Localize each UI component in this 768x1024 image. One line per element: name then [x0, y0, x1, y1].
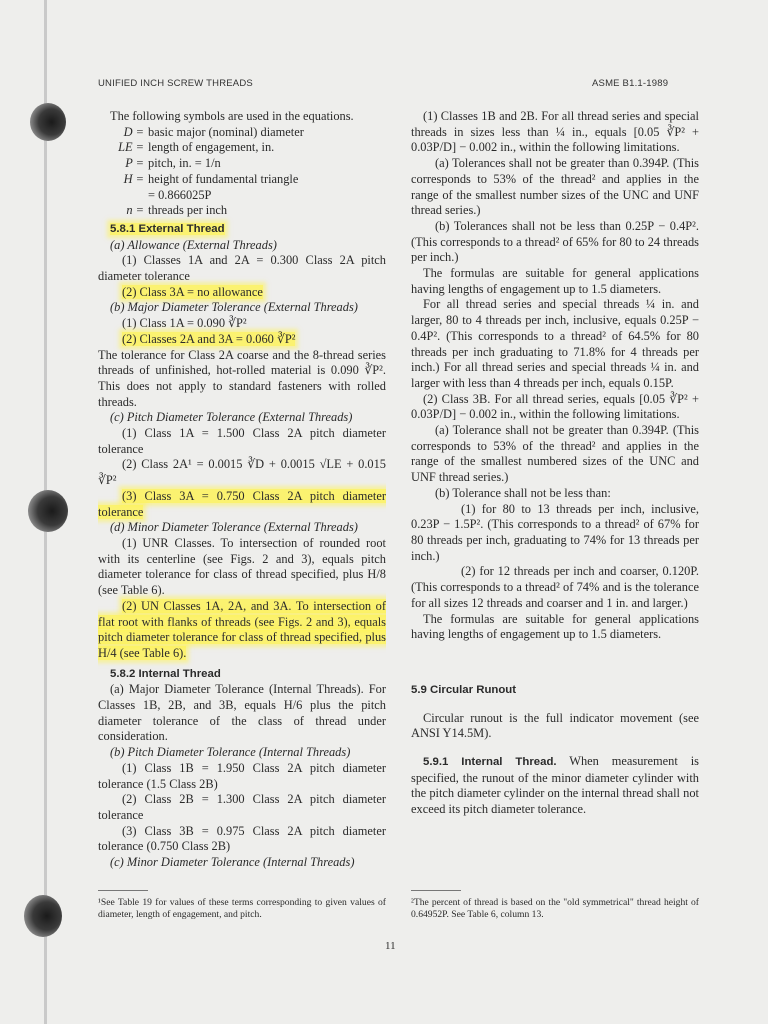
minor-diameter-item-2: (2) UN Classes 1A, 2A, and 3A. To intersection of flat root with flanks of threads (see Figs. 2 and 3), equals pitch diameter tolerance for class of thread specified, plus H/4 (see Table 6). — [98, 598, 386, 660]
running-header-left: UNIFIED INCH SCREW THREADS — [98, 78, 253, 89]
pitch-diameter-title: (c) Pitch Diameter Tolerance (External Threads) — [110, 410, 353, 425]
minor-diameter-item-1: (1) UNR Classes. To intersection of rounded root with its centerline (see Figs. 2 and 3), equals pitch diameter tolerance for class of thread specified, plus H/8 (see Table 6). — [98, 535, 386, 598]
internal-pitch-item-2: (2) Class 2B = 1.300 Class 2A pitch diameter tolerance — [98, 792, 386, 822]
footnote-rule-right — [411, 890, 461, 891]
rc-paragraph-2: The formulas are suitable for general applications having lengths of engagement up to 1.5 diameters. — [411, 266, 699, 296]
section-heading-5-8-1: 5.8.1 External Thread — [110, 222, 225, 235]
footnote-right: ²The percent of thread is based on the "old symmetrical" thread height of 0.64952P. See Table 6, column 13. — [411, 897, 699, 920]
left-column — [98, 109, 386, 871]
symbol-list: D = basic major (nominal) diameter LE = length of engagement, in. P = pitch, in. = 1/n H = height of fundamental triangle = 0.866025P n = threads per inch — [118, 124, 304, 218]
rc-paragraph-7: When measurement is specified, the runout of the minor diameter cylinder with the pitch diameter cylinder on the internal thread shall not exceed its pitch diameter tolerance. — [411, 754, 699, 817]
rc-paragraph-4b2: (2) for 12 threads per inch and coarser, 0.120P. (This corresponds to a thread² of 74% and is the tolerance for all sizes 12 threads and coarser and 1 in. and larger.) — [411, 564, 699, 610]
footnote-rule-left — [98, 890, 148, 891]
punch-hole-bottom — [24, 895, 62, 937]
pitch-diameter-item-1: (1) Class 1A = 1.500 Class 2A pitch diameter tolerance — [98, 426, 386, 456]
internal-major-diameter: (a) Major Diameter Tolerance (Internal Threads). For Classes 1B, 2B, and 3B, equals H/6 plus the pitch diameter tolerance of the class of thread under consideration. — [98, 682, 386, 744]
pitch-diameter-item-3: (3) Class 3A = 0.750 Class 2A pitch diameter tolerance — [98, 488, 386, 519]
allowance-title: (a) Allowance (External Threads) — [110, 237, 277, 252]
internal-pitch-item-3: (3) Class 3B = 0.975 Class 2A pitch diameter tolerance (0.750 Class 2B) — [98, 823, 386, 854]
major-diameter-title: (b) Major Diameter Tolerance (External Threads) — [110, 300, 358, 315]
right-column — [411, 109, 699, 818]
section-heading-5-9: 5.9 Circular Runout — [411, 683, 517, 696]
page-number: 11 — [385, 940, 396, 952]
major-diameter-paragraph: The tolerance for Class 2A coarse and the 8-thread series threads of unfinished, hot-rolled material is 0.090 ∛P². This does not apply to standard fasteners with rolled threads. — [98, 347, 386, 409]
rc-paragraph-4b1: (1) for 80 to 13 threads per inch, inclusive, 0.23P − 1.5P². (This corresponds to a thread² of 67% for 80 threads per inch, graduating to 74% for 13 threads per inch.) — [411, 501, 699, 563]
allowance-item-2: (2) Class 3A = no allowance — [122, 284, 263, 299]
rc-paragraph-4: (2) Class 3B. For all thread series, equals [0.05 ∛P² + 0.03P/D] − 0.002 in., within the following limitations. — [411, 391, 699, 422]
rc-paragraph-1: (1) Classes 1B and 2B. For all thread series and special threads in sizes less than ¼ in., equals [0.05 ∛P² + 0.03P/D] − 0.002 in., within the following limitations. — [411, 109, 699, 155]
footnote-left: ¹See Table 19 for values of these terms corresponding to given values of diameter, length of engagement, and pitch. — [98, 897, 386, 920]
rc-paragraph-4a: (a) Tolerance shall not be greater than 0.394P. (This corresponds to 53% of the thread² and applies in the range of the smallest numbered sizes of the UNC and UNF thread series.) — [411, 423, 699, 485]
punch-hole-middle — [28, 490, 68, 532]
internal-minor-title: (c) Minor Diameter Tolerance (Internal Threads) — [110, 855, 355, 870]
rc-paragraph-3: For all thread series and special threads ¼ in. and larger, 80 to 4 threads per inch, inclusive, equals 0.25P − 0.4P². (This corresponds to a thread² of 64.5% for 80 threads per inch graduating to 71.8% for 4 threads per inch.) For all thread series and special threads ¼ in. and larger with less than 4 threads per inch, equals 0.15P. — [411, 297, 699, 390]
pitch-diameter-item-2: (2) Class 2A¹ = 0.0015 ∛D + 0.0015 √LE + 0.015 ∛P² — [98, 457, 386, 488]
running-header-right: ASME B1.1-1989 — [592, 78, 669, 89]
section-heading-5-8-2: 5.8.2 Internal Thread — [110, 667, 221, 680]
rc-paragraph-4b: (b) Tolerance shall not be less than: — [435, 485, 611, 500]
internal-pitch-title: (b) Pitch Diameter Tolerance (Internal Threads) — [110, 745, 351, 760]
rc-paragraph-5: The formulas are suitable for general applications having lengths of engagement up to 1.5 diameters. — [411, 611, 699, 642]
minor-diameter-title: (d) Minor Diameter Tolerance (External Threads) — [110, 520, 358, 535]
major-diameter-item-2: (2) Classes 2A and 3A = 0.060 ∛P² — [122, 331, 296, 346]
section-heading-5-9-1: 5.9.1 Internal Thread. — [423, 756, 557, 769]
rc-paragraph-6: Circular runout is the full indicator movement (see ANSI Y14.5M). — [411, 710, 699, 741]
internal-pitch-item-1: (1) Class 1B = 1.950 Class 2A pitch diameter tolerance (1.5 Class 2B) — [98, 760, 386, 791]
punch-hole-top — [30, 103, 66, 141]
rc-paragraph-1a: (a) Tolerances shall not be greater than 0.394P. (This corresponds to 53% of the thread² and applies in the range of the smallest number sizes of the UNC and UNF thread series.) — [411, 156, 699, 218]
symbols-intro: The following symbols are used in the equations. — [110, 109, 354, 123]
allowance-item-1: (1) Classes 1A and 2A = 0.300 Class 2A pitch diameter tolerance — [98, 253, 386, 284]
rc-paragraph-1b: (b) Tolerances shall not be less than 0.25P − 0.4P². (This corresponds to a thread² of 65% for 80 to 24 threads per inch.) — [411, 218, 699, 265]
major-diameter-item-1: (1) Class 1A = 0.090 ∛P² — [122, 316, 247, 331]
